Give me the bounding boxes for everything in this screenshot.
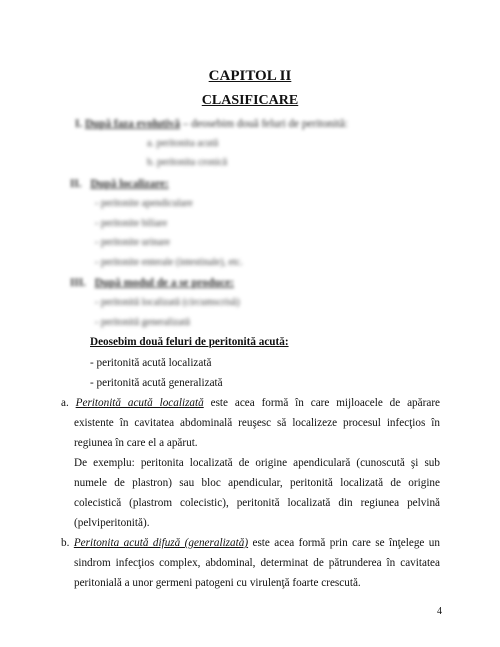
heading-iii-text: După modul de a se produce:: [94, 277, 235, 289]
paragraph-a-line: regiunea în care el a apărut.: [74, 437, 198, 449]
paragraph-b-term: Peritonita acută difuză (generalizată): [73, 537, 249, 549]
paragraph-b-rest: este acea formă prin care se înţelege un: [248, 537, 440, 549]
section-title: CLASIFICARE: [201, 93, 299, 108]
paragraph-a-rest: este acea formă în care mijloacele de apărare: [203, 397, 441, 409]
blurred-iii-item: - peritonită generalizată: [95, 317, 190, 328]
blurred-ii-item: - peritonite urinare: [95, 237, 170, 248]
paragraph-a-term: Peritonită acută localizată: [75, 397, 204, 409]
heading-i-prefix: I.: [75, 118, 83, 130]
paragraph-a-line: De exemplu: peritonita localizată de origine apendiculară (cunoscută şi sub: [74, 457, 440, 469]
blurred-ii-item: - peritonite enterale (intestinale), etc.: [95, 257, 243, 268]
subheading: Deosebim două feluri de peritonită acută:: [90, 336, 289, 348]
paragraph-b-prefix: b.: [61, 537, 74, 549]
paragraph-b-line: [61, 537, 440, 549]
paragraph-a-prefix: a.: [61, 397, 76, 409]
list-item: - peritonită acută localizată: [90, 357, 212, 369]
blurred-item-a: a. peritonita acută: [147, 138, 219, 149]
paragraph-a-line: [61, 397, 440, 409]
paragraph-a-line: (pelviperitonită).: [74, 517, 150, 529]
heading-ii-prefix: II.: [70, 178, 82, 190]
page-number: 4: [437, 606, 442, 617]
heading-i-rest: – deosebim două feluri de peritonită:: [182, 118, 348, 130]
list-item: - peritonită acută generalizată: [90, 377, 223, 389]
blurred-heading-ii: [70, 178, 169, 190]
blurred-item-b: b. peritonita cronică: [147, 157, 228, 168]
blurred-heading-iii: [70, 277, 234, 289]
blurred-heading-i: [75, 118, 348, 130]
heading-i-bold: După faza evolutivă: [84, 118, 181, 130]
blurred-ii-item: - peritonite apendiculare: [95, 198, 193, 209]
heading-iii-prefix: III.: [70, 277, 86, 289]
paragraph-a-line: existente în cavitatea abdominală reuşesc să localizeze procesul infecţios în: [74, 417, 440, 429]
blurred-ii-item: - peritonite biliare: [95, 218, 168, 229]
heading-ii-text: După localizare:: [90, 178, 169, 190]
paragraph-b-line: sindrom infecţios complex, abdominal, determinat de pătrunderea în cavitatea: [74, 557, 440, 569]
blurred-iii-item: - peritonită localizată (circumscrisă): [95, 297, 240, 308]
paragraph-a-line: numele de plastron) sau bloc apendicular, peritonită localizată de origine: [74, 477, 440, 489]
paragraph-b-line: peritonială a unor germeni patogeni cu virulenţă foarte crescută.: [74, 577, 361, 589]
paragraph-a-line: colecistică (plastrom colecistic), peritonită localizată din regiunea pelvină: [74, 497, 440, 509]
chapter-title: CAPITOL II: [208, 68, 292, 84]
